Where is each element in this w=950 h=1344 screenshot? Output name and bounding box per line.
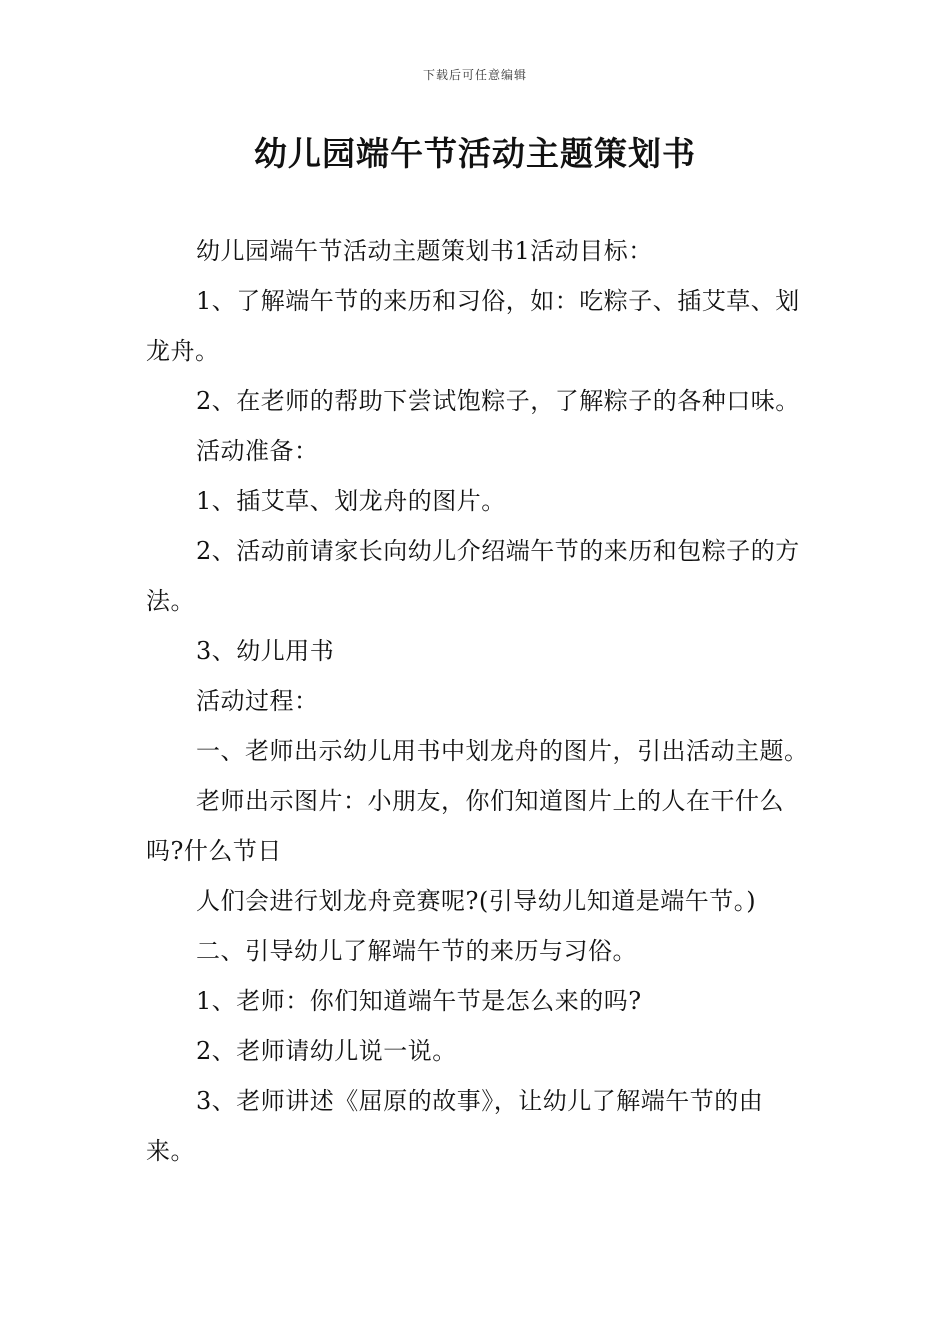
document-body (146, 226, 810, 1176)
paragraph: 人们会进行划龙舟竞赛呢?(引导幼儿知道是端午节。) (196, 887, 757, 915)
paragraph: 一、老师出示幼儿用书中划龙舟的图片，引出活动主题。 (196, 737, 809, 765)
paragraph: 活动过程： (196, 687, 319, 715)
paragraph: 3、幼儿用书 (196, 637, 335, 665)
header-note: 下载后可任意编辑 (422, 68, 527, 82)
paragraph: 二、引导幼儿了解端午节的来历与习俗。 (196, 937, 637, 965)
paragraph: 2、老师请幼儿说一说。 (196, 1037, 457, 1065)
paragraph: 老师出示图片：小朋友，你们知道图片上的人在干什么吗?什么节日 (146, 787, 784, 865)
paragraph: 幼儿园端午节活动主题策划书1活动目标： (196, 237, 653, 265)
paragraph: 1、老师：你们知道端午节是怎么来的吗? (196, 987, 642, 1015)
paragraph: 2、活动前请家长向幼儿介绍端午节的来历和包粽子的方法。 (146, 537, 800, 615)
document-title: 幼儿园端午节活动主题策划书 (254, 134, 696, 173)
paragraph: 活动准备： (196, 437, 319, 465)
paragraph: 2、在老师的帮助下尝试饱粽子，了解粽子的各种口味。 (196, 387, 800, 415)
paragraph: 1、插艾草、划龙舟的图片。 (196, 487, 506, 515)
paragraph: 1、了解端午节的来历和习俗，如：吃粽子、插艾草、划龙舟。 (146, 287, 800, 365)
paragraph: 3、老师讲述《屈原的故事》，让幼儿了解端午节的由来。 (146, 1087, 764, 1165)
